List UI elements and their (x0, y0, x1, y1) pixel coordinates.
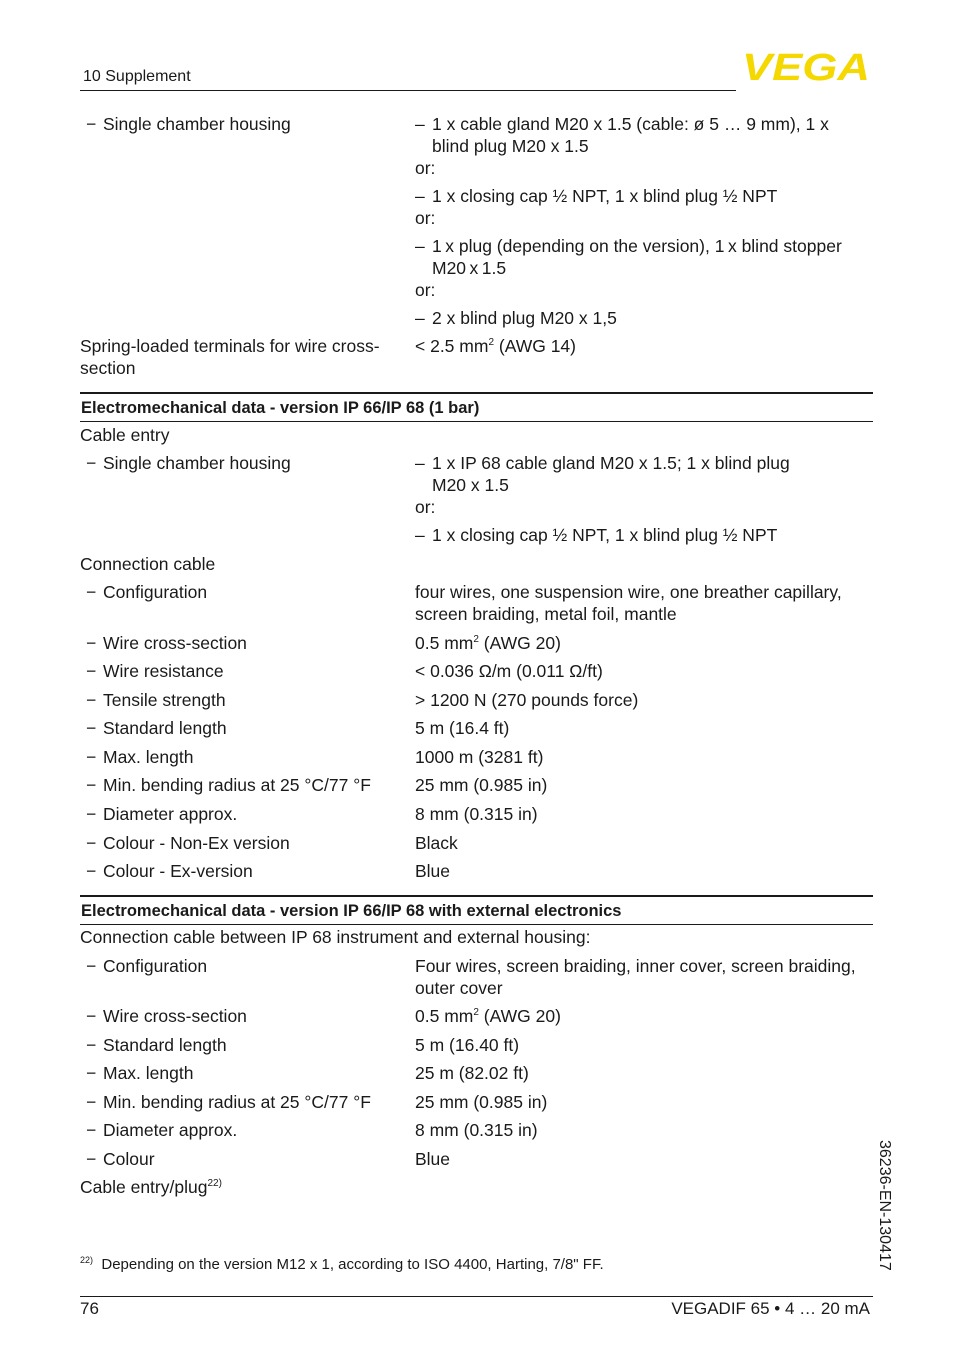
spec-label: − Wire cross-section (86, 1006, 247, 1026)
section-rule-bottom (80, 924, 873, 925)
spec-label: − Colour (86, 1149, 155, 1169)
spec-value: 0.5 $mm^2$ (AWG 20) (415, 633, 561, 653)
spec-value: – 1 x closing cap ½ NPT, 1 x blind plug ½ NPT (415, 186, 778, 206)
product-name: VEGADIF 65 • 4 … 20 mA (671, 1299, 870, 1318)
group-label: Connection cable (80, 554, 216, 574)
spec-value: 8 mm (0.315 in) (415, 804, 538, 824)
spec-value: – 1 x cable gland M20 x 1.5 (cable: ø 5 … 9 mm), 1 x (415, 114, 829, 134)
section-rule-bottom (80, 421, 873, 422)
spec-label: − Diameter approx. (86, 1120, 238, 1140)
section-title: Electromechanical data - version IP 66/IP 68 (1 bar) (81, 399, 480, 417)
spec-value: Blue (415, 1149, 451, 1169)
spec-value: screen braiding, metal foil, mantle (415, 604, 677, 624)
spec-value: 0.5 $mm^2$ (AWG 20) (415, 1006, 561, 1026)
spec-value: – 1 x closing cap ½ NPT, 1 x blind plug ½ NPT (415, 525, 778, 545)
spec-value: – 1 x IP 68 cable gland M20 x 1.5; 1 x blind plug (415, 453, 790, 473)
section-rule-top (80, 895, 873, 897)
spec-label: − Standard length (86, 718, 227, 738)
spec-value: Black (415, 833, 458, 853)
spec-value: 25 mm (0.985 in) (415, 775, 548, 795)
group-label: Connection cable between IP 68 instrument and external housing: (80, 927, 591, 947)
spec-label: − Standard length (86, 1035, 227, 1055)
spec-label: − Colour - Ex-version (86, 861, 253, 881)
vega-logo (742, 52, 872, 82)
spec-value: 5 m (16.40 ft) (415, 1035, 520, 1055)
spec-value: Blue (415, 861, 451, 881)
or-text: or: (415, 208, 436, 228)
group-label: Cable entry/plug$^{22)}$ (80, 1177, 222, 1197)
spec-label: section (80, 358, 136, 378)
group-label: Cable entry (80, 425, 170, 445)
spec-label: − Single chamber housing (86, 114, 291, 134)
spec-label: − Diameter approx. (86, 804, 238, 824)
spec-value: 25 mm (0.985 in) (415, 1092, 548, 1112)
spec-value: 8 mm (0.315 in) (415, 1120, 538, 1140)
footnote: $^{22)}$ Depending on the version M12 x 1, according to ISO 4400, Harting, 7/8" FF. (80, 1255, 604, 1273)
spec-label: − Tensile strength (86, 690, 226, 710)
or-text: or: (415, 280, 436, 300)
spec-label: − Wire cross-section (86, 633, 247, 653)
spec-label: Spring-loaded terminals for wire cross- (80, 336, 380, 356)
spec-label: − Wire resistance (86, 661, 224, 681)
spec-label: − Single chamber housing (86, 453, 291, 473)
spec-value: < 0.036 Ω/m (0.011 Ω/ft) (415, 661, 603, 681)
page-number: 76 (80, 1299, 99, 1318)
spec-value: 25 m (82.02 ft) (415, 1063, 529, 1083)
header-rule (80, 90, 736, 91)
spec-value: blind plug M20 x 1.5 (432, 136, 589, 156)
spec-value: > 1200 N (270 pounds force) (415, 690, 639, 710)
section-title: Electromechanical data - version IP 66/IP 68 with external electronics (81, 902, 622, 920)
spec-value: outer cover (415, 978, 503, 998)
spec-value: 5 m (16.4 ft) (415, 718, 510, 738)
spec-label: − Min. bending radius at 25 °C/77 °F (86, 775, 371, 795)
spec-value: M20 x 1.5 (432, 258, 507, 278)
spec-label: − Configuration (86, 956, 208, 976)
section-header: 10 Supplement (83, 68, 191, 85)
spec-value: – 1 x plug (depending on the version), 1 x blind stopper (415, 236, 842, 256)
or-text: or: (415, 158, 436, 178)
spec-value: 1000 m (3281 ft) (415, 747, 544, 767)
spec-value: < 2.5 $mm^2$ (AWG 14) (415, 336, 576, 356)
or-text: or: (415, 497, 436, 517)
spec-label: − Configuration (86, 582, 208, 602)
spec-value: – 2 x blind plug M20 x 1,5 (415, 308, 617, 328)
spec-label: − Colour - Non-Ex version (86, 833, 290, 853)
spec-value: four wires, one suspension wire, one breather capillary, (415, 582, 842, 602)
spec-value: Four wires, screen braiding, inner cover, screen braiding, (415, 956, 856, 976)
spec-label: − Min. bending radius at 25 °C/77 °F (86, 1092, 371, 1112)
document-code: 36236-EN-130417 (876, 1140, 893, 1271)
section-rule-top (80, 392, 873, 394)
spec-label: − Max. length (86, 1063, 194, 1083)
spec-label: − Max. length (86, 747, 194, 767)
spec-value: M20 x 1.5 (432, 475, 509, 495)
logo-text: VEGA (742, 52, 870, 82)
footer-rule (80, 1296, 873, 1297)
